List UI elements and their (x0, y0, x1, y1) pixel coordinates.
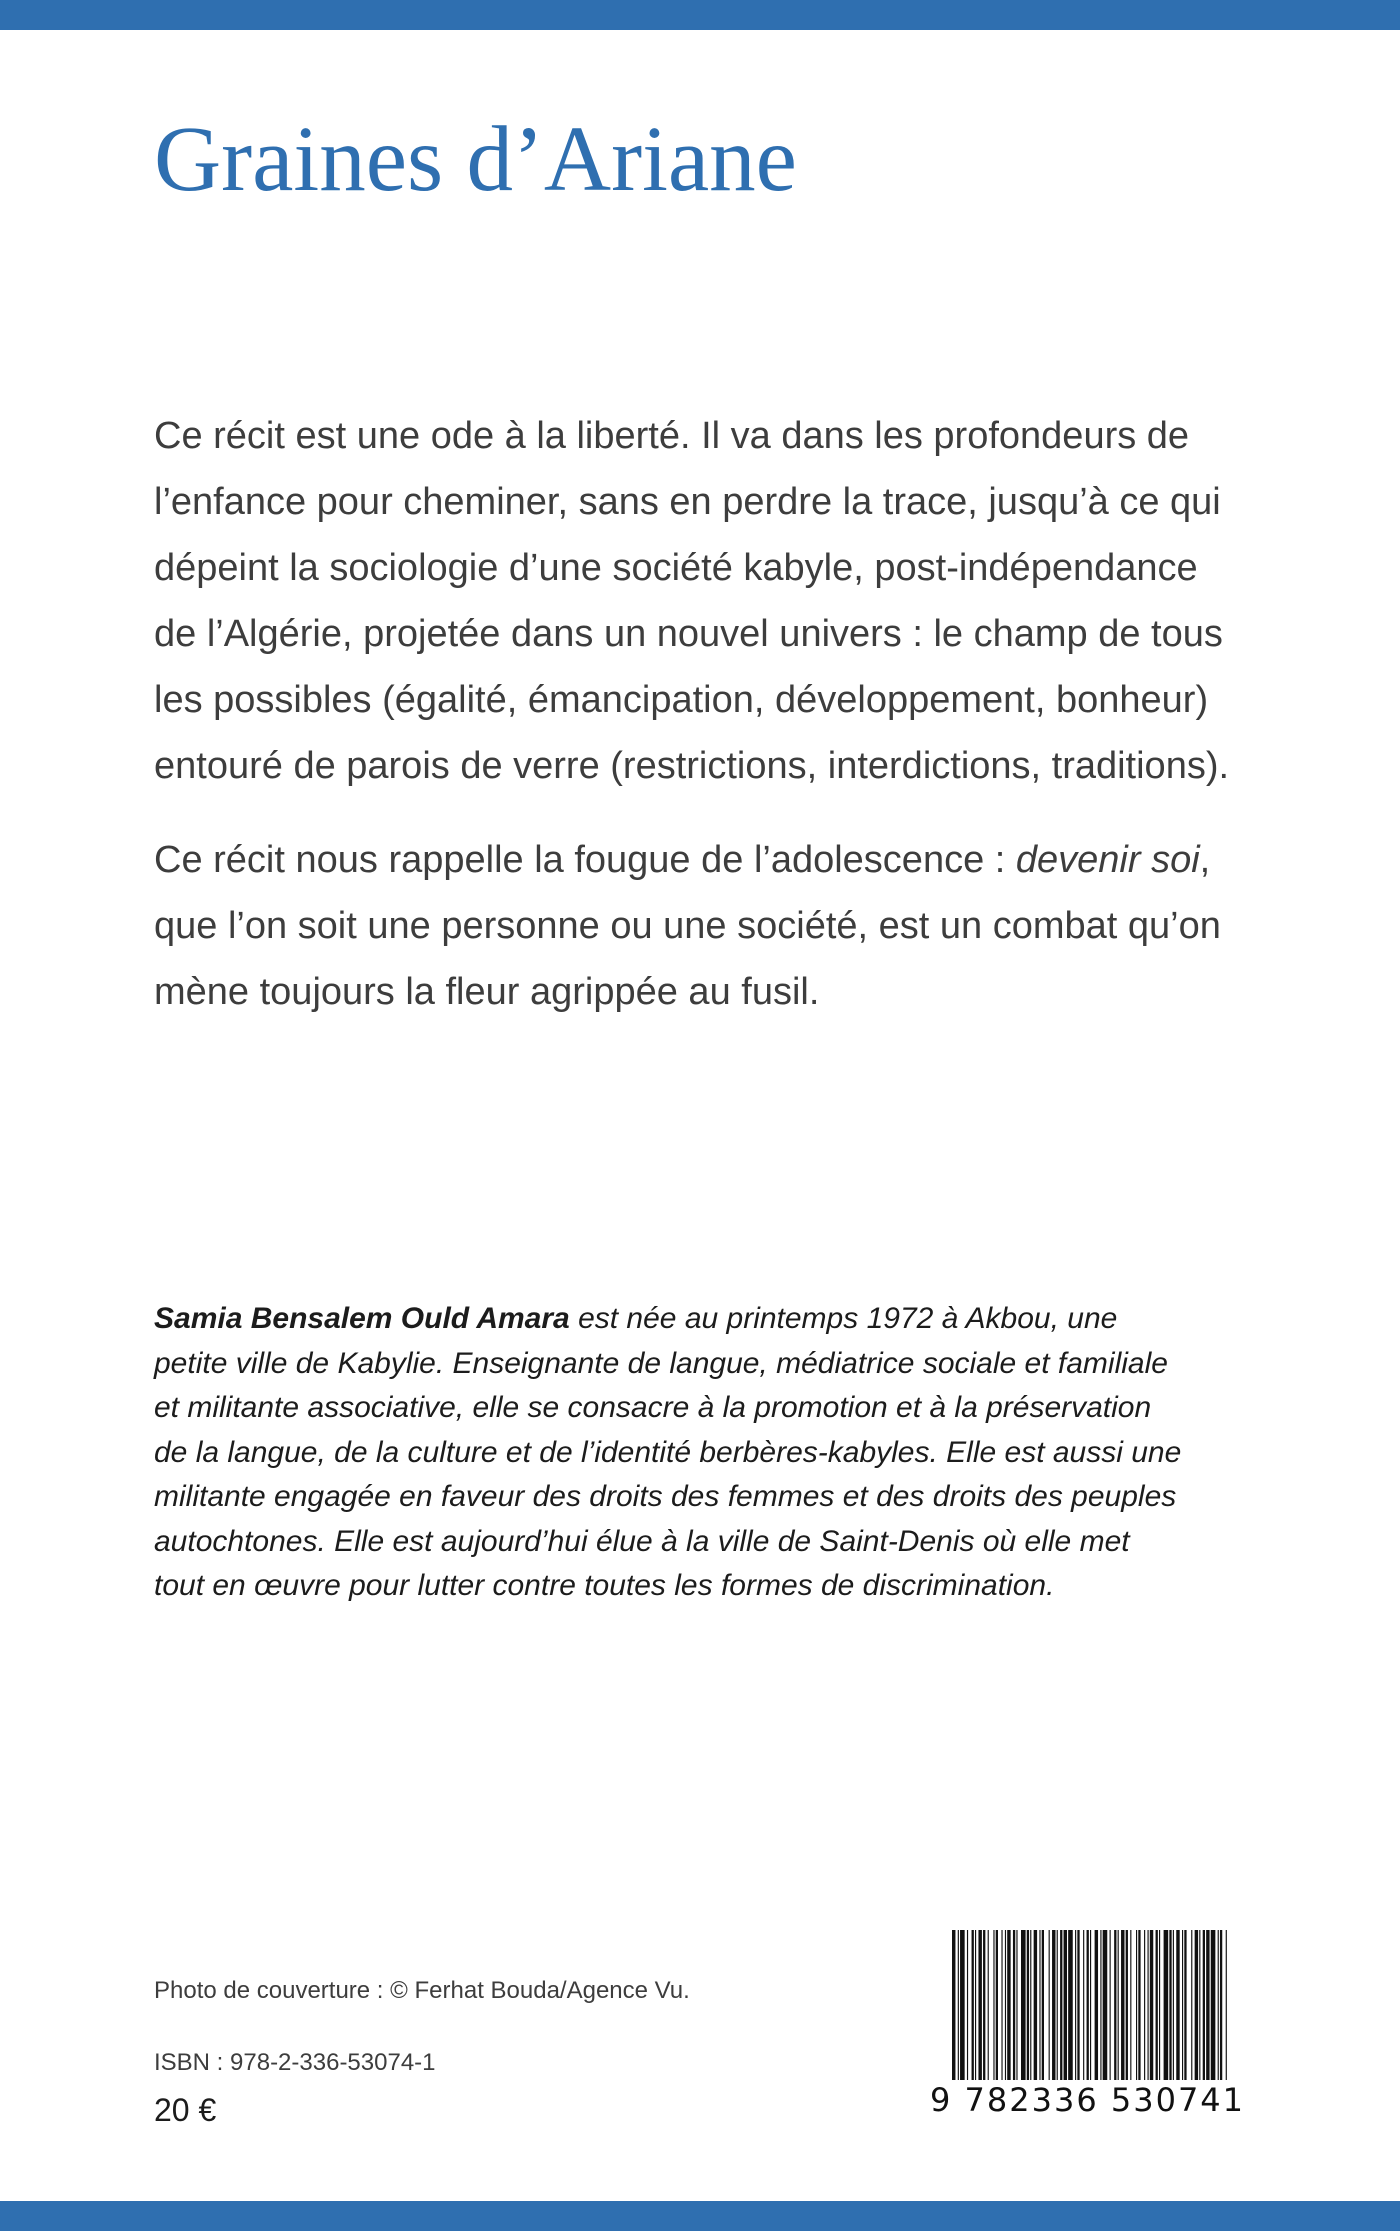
bio-line: et militante associative, elle se consacre à la promotion et à la préservation (154, 1391, 1152, 1424)
barcode-bar (1100, 1930, 1101, 2080)
barcode-bar (967, 1930, 968, 2080)
book-blurb (154, 403, 1254, 1025)
barcode-bar (1110, 1930, 1111, 2080)
barcode-bar (1176, 1930, 1179, 2080)
barcode-bar (1013, 1930, 1015, 2080)
photo-credit: Photo de couverture : © Ferhat Bouda/Agence Vu. (154, 1977, 690, 2004)
bio-line: militante engagée en faveur des droits des femmes et des droits des peuples (154, 1480, 1177, 1513)
barcode-bar (1218, 1930, 1219, 2080)
barcode-bar (1052, 1930, 1055, 2080)
barcode-bar (1077, 1930, 1079, 2080)
barcode-bar (1001, 1930, 1002, 2080)
barcode-bar (952, 1930, 955, 2080)
isbn: ISBN : 978-2-336-53074-1 (154, 2049, 436, 2076)
author-bio (154, 1297, 1254, 1609)
barcode-bar (1060, 1930, 1062, 2080)
barcode-bar (1042, 1930, 1044, 2080)
blurb-text: , (1199, 839, 1211, 881)
barcode-bar (1211, 1930, 1216, 2080)
barcode-bar (1021, 1930, 1026, 2080)
blurb-text: Ce récit nous rappelle la fougue de l’adolescence : (154, 839, 1016, 881)
barcode-bar (1087, 1930, 1089, 2080)
barcode-bar (1156, 1930, 1158, 2080)
bio-line: tout en œuvre pour lutter contre toutes les formes de discrimination. (154, 1569, 1055, 1602)
blurb-line: dépeint la sociologie d’une société kabyle, post-indépendance (154, 547, 1198, 589)
barcode-bar (960, 1930, 965, 2080)
barcode-bar (1169, 1930, 1171, 2080)
blurb-line: de l’Algérie, projetée dans un nouvel univers : le champ de tous (154, 613, 1223, 655)
barcode-digits: 9 782336 530741 (930, 2081, 1246, 2119)
bio-text: est née au printemps 1972 à Akbou, une (569, 1302, 1118, 1335)
barcode-bar (1159, 1930, 1160, 2080)
barcode-bar (1007, 1930, 1010, 2080)
barcode-bar (1150, 1930, 1153, 2080)
barcode-bar (1136, 1930, 1137, 2080)
bio-line (154, 1297, 1254, 1342)
barcode-bar (1195, 1930, 1198, 2080)
bio-line: de la langue, de la culture et de l’identité berbères-kabyles. Elle est aussi une (154, 1435, 1182, 1469)
barcode-bar (1095, 1930, 1098, 2080)
blurb-emphasis: devenir soi (1015, 839, 1200, 881)
barcode-bar (993, 1930, 994, 2080)
barcode-bar (1057, 1930, 1058, 2080)
barcode-bar (1103, 1930, 1108, 2080)
barcode-bar (958, 1930, 959, 2080)
blurb-line: l’enfance pour cheminer, sans en perdre la trace, jusqu’à ce qui (154, 481, 1221, 523)
barcode-bar (1138, 1930, 1140, 2080)
barcode-bar (1144, 1930, 1145, 2080)
barcode-bar (1226, 1930, 1227, 2080)
barcode-bar (1191, 1930, 1192, 2080)
barcode-bar (1206, 1930, 1209, 2080)
blurb-line: les possibles (égalité, émancipation, développement, bonheur) (154, 679, 1209, 721)
top-accent-bar (0, 0, 1400, 30)
barcode-bar (983, 1930, 985, 2080)
barcode-bar (1118, 1930, 1119, 2080)
bottom-accent-bar (0, 2201, 1400, 2231)
barcode-bar (1030, 1930, 1031, 2080)
barcode-bar (1049, 1930, 1050, 2080)
blurb-line (154, 827, 1254, 893)
barcode-bar (1182, 1930, 1183, 2080)
barcode-bar (972, 1930, 974, 2080)
barcode-bar (1130, 1930, 1131, 2080)
bio-line: petite ville de Kabylie. Enseignante de langue, médiatrice sociale et familiale (154, 1346, 1168, 1380)
barcode-bar (1148, 1930, 1149, 2080)
barcode-bar (978, 1930, 981, 2080)
barcode-bar (1203, 1930, 1205, 2080)
barcode-bar (1184, 1930, 1186, 2080)
barcode-bar (988, 1930, 989, 2080)
barcode-icon (950, 1930, 1228, 2080)
barcode-bar (996, 1930, 998, 2080)
blurb-line: entouré de parois de verre (restrictions, interdictions, traditions). (154, 745, 1230, 787)
barcode-bar (1064, 1930, 1067, 2080)
barcode-bar (1164, 1930, 1169, 2080)
barcode-bar (1173, 1930, 1174, 2080)
barcode-bar (1034, 1930, 1037, 2080)
barcode-bar (1027, 1930, 1029, 2080)
barcode-bar (1114, 1930, 1116, 2080)
barcode-bar (1090, 1930, 1091, 2080)
blurb-line: que l’on soit une personne ou une société, est un combat qu’on (154, 905, 1221, 947)
barcode-bar (1016, 1930, 1017, 2080)
barcode-bar (1220, 1930, 1222, 2080)
barcode-bar (1039, 1930, 1040, 2080)
bio-line: autochtones. Elle est aujourd’hui élue à la ville de Saint-Denis où elle met (154, 1524, 1130, 1558)
book-title: Graines d’Ariane (154, 108, 797, 211)
barcode-bar (1075, 1930, 1076, 2080)
barcode-bar (1068, 1930, 1073, 2080)
blurb-line: Ce récit est une ode à la liberté. Il va dans les profondeurs de (154, 415, 1190, 457)
blurb-paragraph-2 (154, 827, 1254, 1025)
barcode-bar (1199, 1930, 1200, 2080)
barcode-bar (975, 1930, 976, 2080)
blurb-paragraph-1 (154, 403, 1254, 799)
barcode-bar (1005, 1930, 1006, 2080)
barcode-bar (1083, 1930, 1084, 2080)
price: 20 € (154, 2092, 217, 2128)
barcode-bar (1121, 1930, 1124, 2080)
blurb-line: mène toujours la fleur agrippée au fusil. (154, 971, 820, 1013)
author-name: Samia Bensalem Ould Amara (154, 1302, 570, 1335)
barcode-bar (1126, 1930, 1128, 2080)
